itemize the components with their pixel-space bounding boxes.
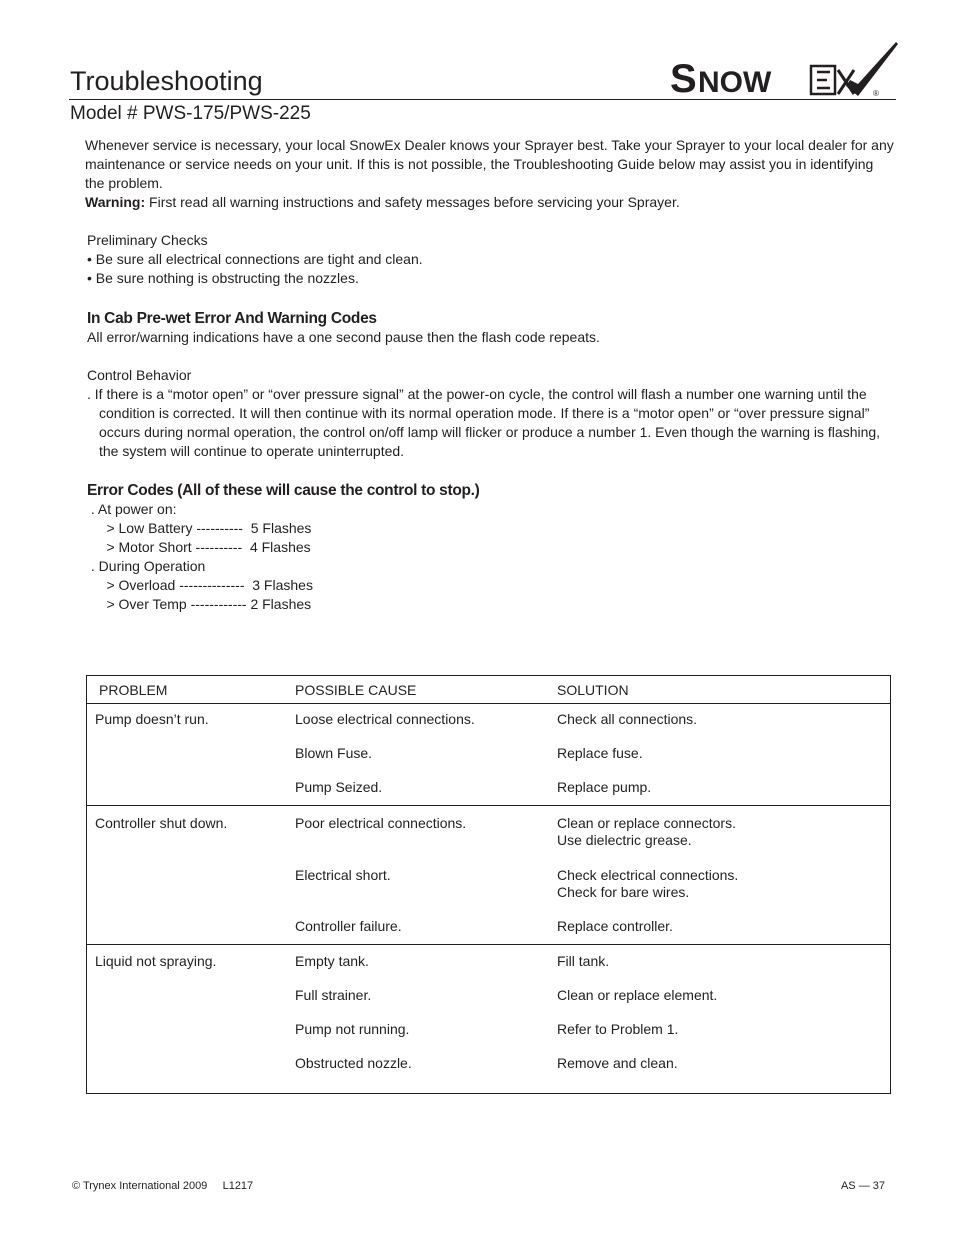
warning-line [85,193,895,212]
problem-cell: Pump doesn’t run. [87,704,296,806]
solution-line: Check for bare wires. [557,884,690,900]
svg-text:NOW: NOW [698,66,772,99]
intro-paragraph [85,136,895,212]
cause-item: Controller failure. [295,918,402,934]
codes-section [87,309,897,347]
table-header-row [87,676,891,704]
cause-cell [295,806,557,945]
preliminary-heading: Preliminary Checks [87,232,208,248]
solution-item [557,815,890,867]
warning-text: First read all warning instructions and safety messages before servicing your Sprayer. [145,194,680,210]
cause-item: Empty tank. [295,953,369,969]
codes-heading: In Cab Pre-wet Error And Warning Codes [87,310,377,327]
solution-line: Check electrical connections. [557,867,739,883]
cause-cell [295,945,557,1094]
solution-item: Refer to Problem 1. [557,1021,679,1037]
solution-item: Fill tank. [557,953,610,969]
solution-line: Clean or replace connectors. [557,815,736,831]
model-subtitle: Model # PWS-175/PWS-225 [70,103,311,124]
error-codes [87,481,897,614]
solution-line: Use dielectric grease. [557,832,692,848]
error-line: > Motor Short ---------- 4 Flashes [87,539,311,555]
preliminary-item: • Be sure all electrical connections are tight and clean. [87,251,423,267]
table-row [87,806,891,945]
troubleshooting-table [86,675,891,1094]
control-behavior [87,366,887,461]
solution-cell [557,806,891,945]
solution-item: Replace pump. [557,779,652,795]
snowex-logo [668,40,900,100]
preliminary-item: • Be sure nothing is obstructing the nozzles. [87,270,359,286]
error-line: > Low Battery ---------- 5 Flashes [87,520,312,536]
solution-item: Remove and clean. [557,1055,678,1071]
solution-item: Replace controller. [557,918,673,934]
solution-item [557,867,890,918]
solution-item: Replace fuse. [557,745,643,761]
error-line: . At power on: [87,501,177,517]
solution-cell [557,945,891,1094]
svg-text:®: ® [873,89,879,98]
intro-text: Whenever service is necessary, your local SnowEx Dealer knows your Sprayer best. Take your Sprayer to your local dealer for any maintenance or service needs on your unit. If this is not possible, the Troubleshooting Guide below may assist you in identifying the problem. [85,137,894,191]
solution-cell [557,704,891,806]
cause-item: Blown Fuse. [295,745,373,761]
errors-heading: Error Codes (All of these will cause the control to stop.) [87,482,480,499]
error-line: . During Operation [87,558,206,574]
cause-item: Poor electrical connections. [295,815,467,831]
cause-cell [295,704,557,806]
cause-item: Electrical short. [295,867,391,883]
table-row [87,704,891,806]
problem-cell: Liquid not spraying. [95,953,217,969]
cause-item: Loose electrical connections. [295,711,475,727]
svg-text:S: S [670,57,697,100]
cause-item: Pump Seized. [295,779,383,795]
solution-item: Clean or replace element. [557,987,718,1003]
header-problem: PROBLEM [87,676,296,704]
warning-label: Warning: [85,194,146,210]
page-title: Troubleshooting [70,66,263,96]
error-line: > Overload -------------- 3 Flashes [87,577,313,593]
preliminary-checks [87,231,897,288]
solution-item: Check all connections. [557,711,698,727]
table-row [87,945,891,1094]
footer-page-number: AS — 37 [840,1180,885,1192]
codes-text: All error/warning indications have a one second pause then the flash code repeats. [87,329,600,345]
cause-item: Full strainer. [295,987,372,1003]
problem-cell: Controller shut down. [87,806,296,945]
cause-item: Obstructed nozzle. [295,1055,412,1071]
error-line: > Over Temp ------------ 2 Flashes [87,596,312,612]
control-text: . If there is a “motor open” or “over pressure signal” at the power-on cycle, the control will flash a number one warning until the condition is corrected. It will then continue with its normal operation mode. If there is a “motor open” or “over pressure signal” occurs during normal operation, the control on/off lamp will flicker or produce a number 1. Even though the warning is flashing, the system will continue to operate uninterrupted. [87,386,881,459]
footer-copyright: © Trynex International 2009 L1217 [72,1180,254,1192]
control-heading: Control Behavior [87,367,192,383]
cause-item: Pump not running. [295,1021,410,1037]
header-solution: SOLUTION [557,676,891,704]
header-cause: POSSIBLE CAUSE [295,676,557,704]
